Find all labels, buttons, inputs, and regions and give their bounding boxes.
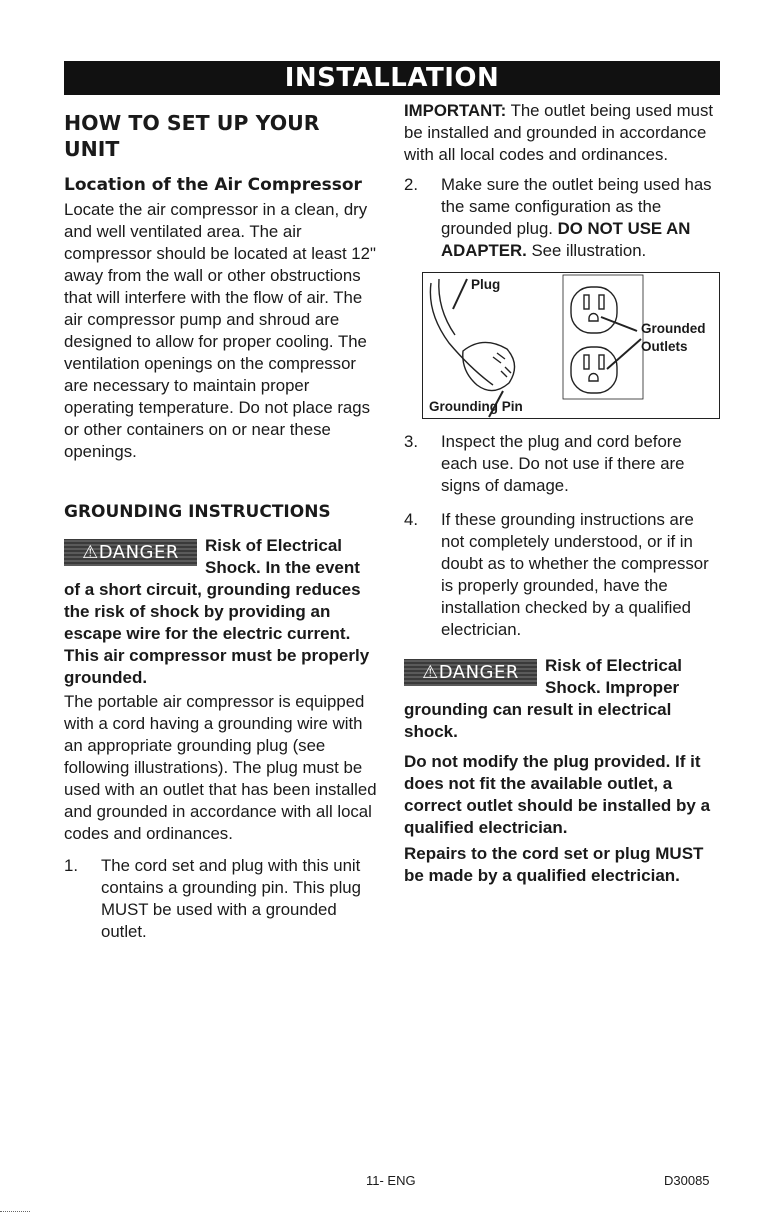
danger-headline: Risk of Electrical Shock. Improper	[545, 656, 683, 697]
danger-headline: Risk of Electrical Shock. In the event	[205, 536, 360, 577]
list-item	[404, 509, 720, 641]
section-banner	[64, 61, 720, 95]
item-text: Make sure the outlet being used has the same configuration as the grounded plug.	[441, 175, 712, 238]
list-item	[404, 431, 720, 497]
item-number: 3.	[404, 432, 418, 451]
grounded-label: Grounded	[641, 321, 706, 336]
list-item	[64, 855, 380, 943]
item-text: If these grounding instructions are not completely understood, or if in doubt as to whether the compressor is properly grounded, have the installation checked by a qualified electrician.	[441, 510, 709, 639]
banner-title: INSTALLATION	[284, 63, 500, 93]
important-paragraph	[404, 100, 720, 166]
danger-badge-label: DANGER	[438, 662, 519, 683]
item-text-see: See illustration.	[531, 241, 647, 260]
danger-body: grounding can result in electrical shock.	[404, 700, 672, 741]
danger-warning-2	[404, 655, 720, 743]
document-code: D30085	[664, 1173, 710, 1188]
plug-label: Plug	[471, 277, 501, 292]
warning-triangle-icon: ⚠	[82, 542, 99, 563]
item-number: 2.	[404, 175, 418, 194]
outlets-label: Outlets	[641, 339, 688, 354]
item-text: Inspect the plug and cord before each use. Do not use if there are signs of damage.	[441, 432, 685, 495]
important-label: IMPORTANT:	[404, 101, 507, 120]
danger-body: of a short circuit, grounding reduces the risk of shock by providing an escape wire for the electric current. This air compressor must be properly grounded.	[64, 580, 370, 687]
list-item	[404, 174, 720, 262]
danger-warning-1	[64, 535, 380, 689]
plug-outlet-illustration	[422, 272, 720, 419]
warning-triangle-icon: ⚠	[422, 662, 439, 683]
danger-badge	[404, 659, 537, 686]
grounding-pin-label: Grounding Pin	[429, 399, 523, 414]
location-heading: Location of the Air Compressor	[64, 175, 362, 195]
danger-badge-label: DANGER	[98, 542, 179, 563]
setup-heading: HOW TO SET UP YOUR UNIT	[64, 111, 320, 161]
item-number: 1.	[64, 856, 78, 875]
crop-mark	[0, 1211, 30, 1213]
item-number: 4.	[404, 510, 418, 529]
grounding-heading: GROUNDING INSTRUCTIONS	[64, 502, 331, 522]
grounding-paragraph: The portable air compressor is equipped with a cord having a grounding wire with an appropriate grounding plug (see following illustrations). The plug must be used with an outlet that has been installed and grounded in accordance with all local codes and ordinances.	[64, 692, 377, 843]
danger-badge	[64, 539, 197, 566]
adapter-warning: DO NOT USE AN ADAPTER.	[441, 219, 691, 260]
repairs-warning: Repairs to the cord set or plug MUST be made by a qualified electrician.	[404, 844, 704, 885]
left-column	[64, 100, 380, 943]
right-column	[404, 100, 720, 887]
important-text: The outlet being used must be installed and grounded in accordance with all local codes and ordinances.	[404, 101, 714, 164]
page-number: 11- ENG	[366, 1173, 416, 1188]
item-text: The cord set and plug with this unit contains a grounding pin. This plug MUST be used with a grounded outlet.	[101, 856, 361, 941]
modify-warning: Do not modify the plug provided. If it does not fit the available outlet, a correct outlet should be installed by a qualified electrician.	[404, 752, 711, 837]
location-paragraph: Locate the air compressor in a clean, dry and well ventilated area. The air compressor should be located at least 12" away from the wall or other obstructions that will interfere with the flow of air. The air compressor pump and shroud are designed to allow for proper cooling. The ventilation openings on the compressor are necessary to maintain proper operating temperature. Do not place rags or other containers on or near these openings.	[64, 200, 376, 461]
